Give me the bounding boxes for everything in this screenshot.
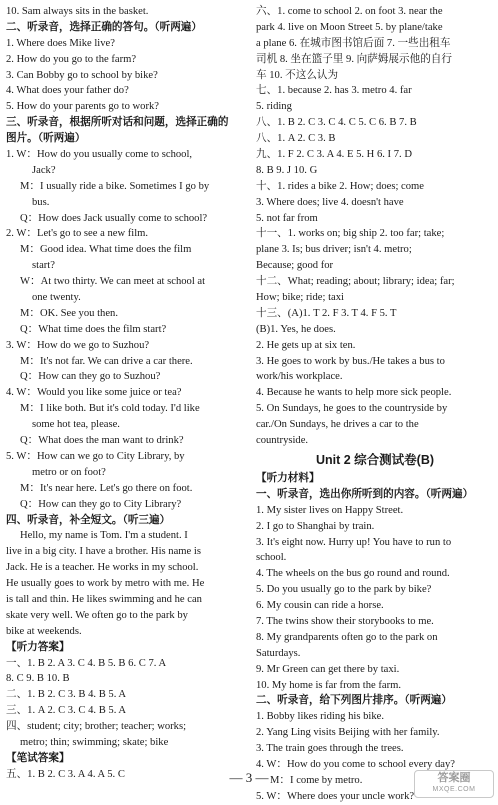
right-line: 2. I go to Shanghai by train.: [256, 520, 375, 532]
left-line: W：At two thirty. We can meet at school at: [20, 276, 206, 288]
right-line: Unit 2 综合测试卷(B): [315, 452, 435, 467]
left-column: [6, 4, 246, 783]
left-line: 四、听录音，补全短文。（听三遍）: [6, 514, 171, 526]
right-line: 3. He goes to work by bus./He takes a bus to: [256, 355, 445, 367]
left-line: 五、1. B 2. C 3. A 4. A 5. C: [6, 768, 125, 780]
right-line: 六、1. come to school 2. on foot 3. near the: [256, 6, 443, 17]
left-line: Q：What time does the film start?: [20, 323, 167, 335]
right-line: work/his workplace.: [256, 371, 343, 383]
left-line: M：OK. See you then.: [20, 307, 118, 319]
page-number: — 3 —: [229, 770, 269, 785]
right-line: Because; good for: [256, 260, 334, 272]
left-line: 【听力答案】: [6, 640, 70, 653]
right-line: 10. My home is far from the farm.: [256, 679, 402, 691]
left-line: live in a big city. I have a brother. His name is: [6, 546, 201, 558]
watermark-text: 答案圈: [437, 772, 471, 784]
left-line: 3. W：How do we go to Suzhou?: [6, 339, 150, 351]
right-line: 八、1. B 2. C 3. C 4. C 5. C 6. B 7. B: [256, 117, 417, 129]
left-line: 图片。（听两遍）: [6, 133, 86, 145]
left-line: 一、1. B 2. A 3. C 4. B 5. B 6. C 7. A: [6, 657, 167, 669]
right-line: 2. Yang Ling visits Beijing with her family.: [256, 727, 440, 739]
right-line: 十、1. rides a bike 2. How; does; come: [256, 180, 424, 192]
left-line: Q：How can they go to City Library?: [20, 498, 182, 510]
right-line: 司机 8. 坐在篮子里 9. 向萨姆展示他的自行: [256, 53, 452, 65]
right-line: park 4. live on Moon Street 5. by plane/take: [256, 21, 443, 33]
right-line: 5. not far from: [256, 212, 318, 224]
right-line: 7. The twins show their storybooks to me.: [256, 615, 434, 627]
left-line: metro; thin; swimming; skate; bike: [20, 736, 169, 748]
left-line: Hello, my name is Tom. I'm a student. I: [20, 530, 188, 542]
right-line: 3. It's eight now. Hurry up! You have to run to: [256, 536, 452, 548]
left-line: M：Good idea. What time does the film: [20, 244, 192, 256]
left-line: 四、student; city; brother; teacher; works;: [6, 721, 187, 733]
right-line: 八、1. A 2. C 3. B: [256, 133, 336, 145]
right-line: 5. On Sundays, he goes to the countryside by: [256, 403, 448, 415]
right-line: 5. riding: [256, 101, 292, 113]
right-line: 9. Mr Green can get there by taxi.: [256, 663, 400, 675]
left-line: bus.: [32, 196, 50, 208]
left-line: is tall and thin. He likes swimming and he can: [6, 593, 202, 605]
left-line: Jack?: [32, 164, 56, 176]
right-line: 【听力材料】: [256, 471, 320, 484]
right-line: plane 3. Is; bus driver; isn't 4. metro;: [256, 244, 412, 256]
right-line: M：I come by metro.: [270, 774, 363, 786]
left-line: Jack. He is a teacher. He works in my school.: [6, 562, 199, 574]
left-line: M：It's near here. Let's go there on foot.: [20, 482, 193, 494]
right-column: [256, 4, 494, 805]
left-line: 5. How do your parents go to work?: [6, 101, 159, 113]
left-line: 3. Can Bobby go to school by bike?: [6, 69, 158, 81]
right-line: 十一、1. works on; big ship 2. too far; take;: [256, 228, 445, 240]
right-line: Saturdays.: [256, 647, 301, 659]
right-line: 九、1. F 2. C 3. A 4. E 5. H 6. I 7. D: [256, 149, 412, 161]
right-line: 2. He gets up at six ten.: [256, 339, 356, 351]
right-line: 8. My grandparents often go to the park on: [256, 631, 438, 643]
left-line: start?: [32, 260, 55, 272]
right-line: 一、听录音，选出你所听到的内容。（听两遍）: [256, 488, 474, 500]
right-line: countryside.: [256, 435, 309, 447]
left-line: some hot tea, please.: [32, 419, 120, 431]
right-line: 5. W：Where does your uncle work?: [256, 790, 415, 802]
left-line: M：I like both. But it's cold today. I'd like: [20, 403, 200, 415]
right-line: 车 10. 不这么认为: [256, 69, 339, 81]
right-line: school.: [256, 552, 287, 564]
right-line: 1. Bobby likes riding his bike.: [256, 711, 385, 723]
left-line: He usually goes to work by metro with me. He: [6, 578, 205, 590]
left-line: 1. W：How do you usually come to school,: [6, 149, 193, 161]
right-line: 十二、What; reading; about; library; idea; far;: [256, 276, 455, 288]
right-line: 6. My cousin can ride a horse.: [256, 600, 384, 612]
right-line: 8. B 9. J 10. G: [256, 164, 318, 176]
right-line: 3. Where does; live 4. doesn't have: [256, 196, 404, 208]
left-line: bike at weekends.: [6, 625, 82, 637]
right-line: (B)1. Yes, he does.: [256, 323, 336, 335]
left-line: 8. C 9. B 10. B: [6, 673, 70, 685]
left-line: Q：How does Jack usually come to school?: [20, 212, 208, 224]
left-line: 4. W：Would you like some juice or tea?: [6, 387, 182, 399]
left-line: 1. Where does Mike live?: [6, 37, 115, 49]
right-line: 七、1. because 2. has 3. metro 4. far: [256, 85, 412, 97]
right-line: 二、听录音，给下列图片排序。（听两遍）: [256, 695, 452, 707]
left-line: 2. W：Let's go to see a new film.: [6, 228, 149, 240]
left-line: skate very well. We often go to the park by: [6, 609, 188, 621]
left-line: 三、1. A 2. C 3. C 4. B 5. A: [6, 705, 127, 717]
right-line: 3. The train goes through the trees.: [256, 743, 404, 755]
left-line: Q：What does the man want to drink?: [20, 435, 184, 447]
left-line: M：It's not far. We can drive a car there.: [20, 355, 193, 367]
left-line: 二、1. B 2. C 3. B 4. B 5. A: [6, 689, 127, 701]
left-line: 【笔试答案】: [6, 751, 70, 764]
left-line: 二、听录音，选择正确的答句。（听两遍）: [6, 21, 202, 33]
right-line: car./On Sundays, he drives a car to the: [256, 419, 419, 431]
left-line: metro or on foot?: [32, 466, 106, 478]
right-line: 十三、(A)1. T 2. F 3. T 4. F 5. T: [256, 307, 397, 319]
watermark-url: MXQE.COM: [432, 786, 476, 793]
right-line: How; bike; ride; taxi: [256, 292, 344, 304]
left-line: 10. Sam always sits in the basket.: [6, 6, 149, 17]
left-line: 5. W：How can we go to City Library, by: [6, 450, 185, 462]
watermark-logo: [414, 770, 494, 798]
left-line: 4. What does your father do?: [6, 85, 129, 97]
left-line: M：I usually ride a bike. Sometimes I go by: [20, 180, 210, 192]
right-line: 1. My sister lives on Happy Street.: [256, 504, 404, 516]
left-line: Q：How can they go to Suzhou?: [20, 371, 161, 383]
left-line: 2. How do you go to the farm?: [6, 53, 137, 65]
left-line: 三、听录音，根据所听对话和问题，选择正确的: [6, 117, 229, 129]
right-line: 5. Do you usually go to the park by bike?: [256, 584, 432, 596]
right-line: a plane 6. 在城市图书馆后面 7. 一些出租车: [256, 37, 451, 49]
right-line: 4. Because he wants to help more sick people.: [256, 387, 452, 399]
right-line: 4. The wheels on the bus go round and round.: [256, 568, 450, 580]
right-line: 4. W：How do you come to school every day?: [256, 758, 455, 770]
left-line: one twenty.: [32, 292, 81, 304]
